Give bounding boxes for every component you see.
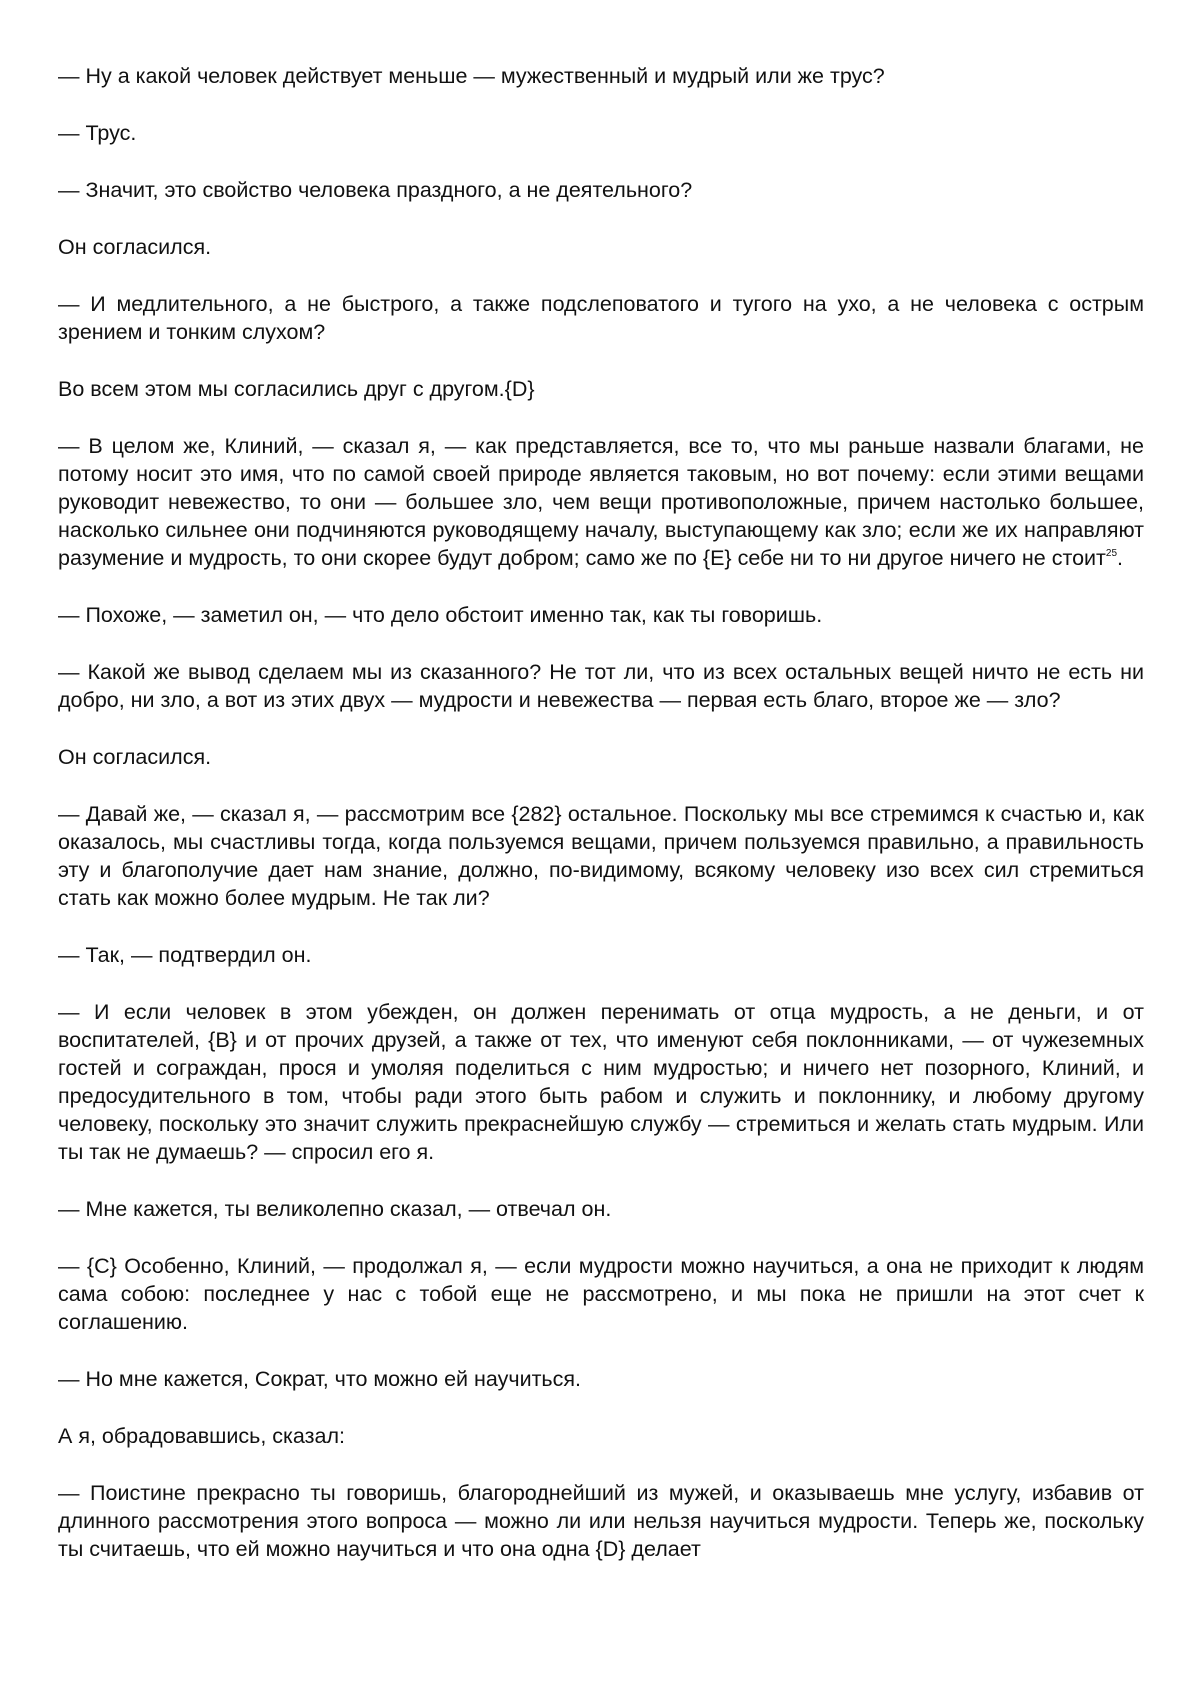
- paragraph: — Поистине прекрасно ты говоришь, благороднейший из мужей, и оказываешь мне услугу, избавив от длинного рассмотрения этого вопроса — можно ли или нельзя научиться мудрости. Теперь же, поскольку ты считаешь, что ей можно научиться и что она одна {D} делает: [58, 1479, 1144, 1563]
- paragraph: — Так, — подтвердил он.: [58, 941, 1144, 969]
- paragraph: — Мне кажется, ты великолепно сказал, — отвечал он.: [58, 1195, 1144, 1223]
- document-page: [58, 62, 1144, 1592]
- paragraph: — Какой же вывод сделаем мы из сказанного? Не тот ли, что из всех остальных вещей ничто не есть ни добро, ни зло, а вот из этих двух — мудрости и невежества — первая есть благо, второе же — зло?: [58, 658, 1144, 714]
- paragraph: А я, обрадовавшись, сказал:: [58, 1422, 1144, 1450]
- paragraph: — Ну а какой человек действует меньше — мужественный и мудрый или же трус?: [58, 62, 1144, 90]
- paragraph: Он согласился.: [58, 743, 1144, 771]
- paragraph: — Трус.: [58, 119, 1144, 147]
- paragraph: Он согласился.: [58, 233, 1144, 261]
- paragraph: — Давай же, — сказал я, — рассмотрим все {282} остальное. Поскольку мы все стремимся к счастью и, как оказалось, мы счастливы тогда, когда пользуемся вещами, причем пользуемся правильно, а правильность эту и благополучие дает нам знание, должно, по-видимому, всякому человеку изо всех сил стремиться стать как можно более мудрым. Не так ли?: [58, 800, 1144, 912]
- paragraph: — И медлительного, а не быстрого, а также подслеповатого и тугого на ухо, а не человека с острым зрением и тонким слухом?: [58, 290, 1144, 346]
- footnote-reference[interactable]: 25: [1106, 548, 1117, 559]
- paragraph: — Похоже, — заметил он, — что дело обстоит именно так, как ты говоришь.: [58, 601, 1144, 629]
- paragraph: — И если человек в этом убежден, он должен перенимать от отца мудрость, а не деньги, и от воспитателей, {B} и от прочих друзей, а также от тех, что именуют себя поклонниками, — от чужеземных гостей и сограждан, прося и умоляя поделиться с ним мудростью; и ничего нет позорного, Клиний, и предосудительного в том, чтобы ради этого быть рабом и служить и поклоннику, и любому другому человеку, поскольку это значит служить прекраснейшую службу — стремиться и желать стать мудрым. Или ты так не думаешь? — спросил его я.: [58, 998, 1144, 1166]
- paragraph-text: — В целом же, Клиний, — сказал я, — как представляется, все то, что мы раньше назвали благами, не потому носит это имя, что по самой своей природе является таковым, но вот почему: если этими вещами руководит невежество, то они — большее зло, чем вещи противоположные, причем настолько большее, насколько сильнее они подчиняются руководящему началу, выступающему как зло; если же их направляют разумение и мудрость, то они скорее будут добром; само же по {E} себе ни то ни другое ничего не стоит: [58, 434, 1144, 570]
- paragraph: [58, 432, 1144, 572]
- paragraph: — {C} Особенно, Клиний, — продолжал я, — если мудрости можно научиться, а она не приходит к людям сама собою: последнее у нас с тобой еще не рассмотрено, и мы пока не пришли на этот счет к соглашению.: [58, 1252, 1144, 1336]
- paragraph: — Значит, это свойство человека праздного, а не деятельного?: [58, 176, 1144, 204]
- paragraph-end: .: [1117, 546, 1123, 570]
- paragraph: — Но мне кажется, Сократ, что можно ей научиться.: [58, 1365, 1144, 1393]
- paragraph: Во всем этом мы согласились друг с другом.{D}: [58, 375, 1144, 403]
